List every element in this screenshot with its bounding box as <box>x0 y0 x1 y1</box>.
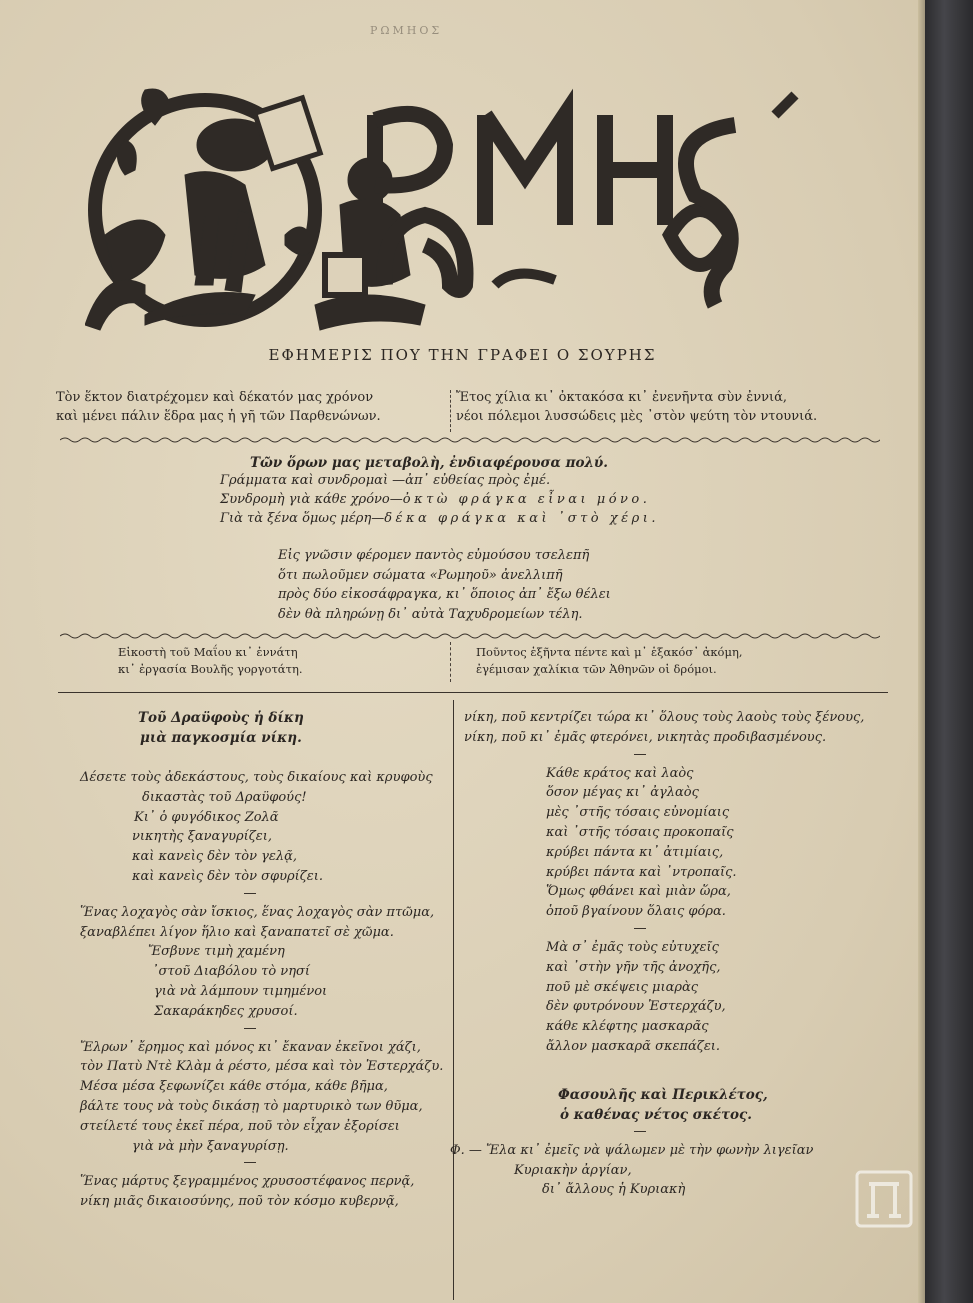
verse-line: Κι᾽ ὁ φυγόδικος Ζολᾶ <box>134 809 279 825</box>
verse-line: νικητὴς ξαναγυρίζει, <box>132 829 272 845</box>
column-rule <box>453 700 454 1300</box>
verse-line: καὶ μένει πάλιν ἕδρα μας ἡ γῆ τῶν Παρθενώνων. <box>56 409 381 424</box>
masthead <box>85 85 805 335</box>
verse-line: καὶ ᾽στὴν γῆν τῆς ἀνοχῆς, <box>546 959 721 975</box>
right-column <box>450 708 865 1200</box>
subscription-text: Συνδρομὴ γιὰ κάθε χρόνο— <box>220 492 403 507</box>
poem-title: Τοῦ Δραϋφοὺς ἡ δίκη <box>138 710 304 726</box>
dialogue-title: Φασουλῆς καὶ Περικλέτος, <box>558 1086 768 1103</box>
notice <box>278 546 678 624</box>
verse-line: Ἔσβυνε τιμὴ χαμένη <box>148 944 285 960</box>
dialogue-title: ὁ καθένας νέτος σκέτος. <box>560 1106 752 1123</box>
subscription-line <box>220 490 740 509</box>
wavy-rule <box>60 632 880 640</box>
verse-line: βάλτε τους νὰ τοὺς δικάσῃ τὸ μαρτυρικὸ των θῦμα, <box>80 1098 423 1114</box>
top-left-verse <box>56 388 446 426</box>
verse-line: νίκη μιᾶς δικαιοσύνης, ποῦ τὸν κόσμο κυβερνᾷ, <box>80 1194 399 1210</box>
book-spine <box>925 0 973 1303</box>
verse-line: κρύβει πάντα κι᾽ ἀτιμίαις, <box>546 844 724 860</box>
subtitle: ΕΦΗΜΕΡΙΣ ΠΟΥ ΤΗΝ ΓΡΑΦΕΙ Ο ΣΟΥΡΗΣ <box>268 346 657 364</box>
top-right-verse <box>456 388 896 426</box>
verse-line: Σακαράκηδες χρυσοί. <box>154 1003 298 1019</box>
running-head: ΡΩΜΗΟΣ <box>370 24 443 37</box>
verse-line: ὅσον μέγας κι᾽ ἀγλαὸς <box>546 785 699 801</box>
notice-line: δὲν θὰ πληρώνῃ δι᾽ αὐτὰ Ταχυδρομείων τέλη. <box>278 606 583 622</box>
subscription-line <box>220 509 740 528</box>
dialogue-line: Φ. — Ἔλα κι᾽ ἐμεῖς νὰ ψάλωμεν μὲ τὴν φωνὴν λιγεῖαν <box>450 1142 814 1158</box>
verse-line: γιὰ νὰ μὴν ξαναγυρίσῃ. <box>132 1138 289 1154</box>
subscription-terms <box>220 455 740 528</box>
verse-line: Ἕνας λοχαγὸς σὰν ἴσκιος, ἕνας λοχαγὸς σὰν πτῶμα, <box>80 904 435 920</box>
verse-line: δὲν φυτρόνουν Ἐστερχάζυ, <box>546 999 726 1015</box>
verse-line: Εἰκοστὴ τοῦ Μαΐου κι᾽ ἐννάτη <box>118 645 298 659</box>
verse-line: Ποῦντος ἑξῆντα πέντε καὶ μ᾽ ἑξακόσ᾽ ἀκόμη, <box>476 645 743 659</box>
dialogue-line: Κυριακὴν ἀργίαν, <box>514 1162 632 1178</box>
masthead-illustration <box>85 85 805 335</box>
library-stamp-logo <box>855 1170 913 1228</box>
verse-line: Δέσετε τοὺς ἀδεκάστους, τοὺς δικαίους καὶ κρυφοὺς <box>80 770 433 785</box>
subscription-price: ὀκτὼ φράγκα εἶναι μόνο. <box>402 492 651 507</box>
verse-line: Μέσα μέσα ξεφωνίζει κάθε στόμα, κάθε βῆμα, <box>80 1079 388 1095</box>
verse-line: Κάθε κράτος καὶ λαὸς <box>546 765 694 781</box>
subscription-head: Τῶν ὅρων μας μεταβολὴ, ἐνδιαφέρουσα πολύ. <box>250 455 609 471</box>
verse-line: Ὅμως φθάνει καὶ μιὰν ὥρα, <box>546 884 731 900</box>
verse-line: ξαναβλέπει λίγον ἥλιο καὶ ξαναπατεῖ σὲ χῶμα. <box>80 924 394 940</box>
verse-line: στείλετέ τους ἐκεῖ πέρα, ποῦ τὸν εἶχαν ἐξορίσει <box>80 1118 400 1134</box>
notice-line: ὅτι πωλοῦμεν σώματα «Ρωμηοῦ» ἀνελλιπῆ <box>278 567 563 583</box>
notice-line: πρὸς δύο εἰκοσάφραγκα, κι᾽ ὅποιος ἀπ᾽ ἔξω θέλει <box>278 587 611 602</box>
verse-line: Ἔτος χίλια κι᾽ ὀκτακόσα κι᾽ ἐνενῆντα σὺν ἐννιά, <box>456 390 788 405</box>
verse-line: κάθε κλέφτης μασκαρᾶς <box>546 1019 709 1035</box>
dialogue-line: δι᾽ ἄλλους ἡ Κυριακὴ <box>542 1182 686 1198</box>
verse-line: κρύβει πάντα καὶ ᾽ντροπαῖς. <box>546 864 737 880</box>
verse-line: καὶ ᾽στῆς τόσαις προκοπαῖς <box>546 824 734 840</box>
divider-dashed <box>450 390 451 432</box>
verse-line: ποῦ μὲ σκέψεις μιαρὰς <box>546 979 699 995</box>
subscription-price: δέκα φράγκα καὶ ᾽στὸ χέρι. <box>384 511 659 526</box>
verse-line: Ἕνας μάρτυς ξεγραμμένος χρυσοστέφανος περνᾷ, <box>80 1174 415 1190</box>
verse-line: νέοι πόλεμοι λυσσώδεις μὲς ᾽στὸν ψεύτη τὸν ντουνιά. <box>456 409 818 424</box>
stanza-dash <box>634 1131 646 1132</box>
stanza-dash <box>244 1162 256 1163</box>
subscription-line: Γράμματα καὶ συνδρομαὶ —ἀπ᾽ εὐθείας πρὸς ἐμέ. <box>220 473 551 488</box>
verse-line: τὸν Πατὺ Ντὲ Κλὰμ ἀ ρέστο, μέσα καὶ τὸν Ἐστερχάζυ. <box>80 1059 444 1075</box>
verse-line: ἄλλον μασκαρᾶ σκεπάζει. <box>546 1038 721 1054</box>
verse-line: καὶ κανεὶς δὲν τὸν σφυρίζει. <box>132 868 323 884</box>
stanza-dash <box>634 754 646 755</box>
verse-line: ᾽στοῦ Διαβόλου τὸ νησί <box>152 964 310 980</box>
verse-line: Ἔλρων᾽ ἔρημος καὶ μόνος κι᾽ ἔκαναν ἐκεῖνοι χάζι, <box>80 1039 421 1055</box>
wavy-rule <box>60 436 880 444</box>
verse-line: δικαστὰς τοῦ Δραϋφούς! <box>142 789 307 805</box>
notice-line: Εἰς γνῶσιν φέρομεν παντὸς εὐμούσου τσελεπῆ <box>278 548 590 563</box>
verse-line: μὲς ᾽στῆς τόσαις εὐνομίαις <box>546 805 730 821</box>
stanza-dash <box>244 893 256 894</box>
verse-line: νίκη, ποῦ κεντρίζει τώρα κι᾽ ὅλους τοὺς λαοὺς τοὺς ξένους, <box>464 710 865 725</box>
verse-line: κι᾽ ἐργασία Βουλῆς γοργοτάτη. <box>118 662 303 676</box>
verse-line: καὶ κανεὶς δὲν τὸν γελᾷ, <box>132 849 298 865</box>
verse-line: νίκη, ποῦ κι᾽ ἐμᾶς φτερόνει, νικητὰς προδιβασμένους. <box>464 729 827 745</box>
stanza-dash <box>244 1028 256 1029</box>
verse-line: Μὰ σ᾽ ἐμᾶς τοὺς εὐτυχεῖς <box>546 939 719 955</box>
verse-line: Τὸν ἕκτον διατρέχομεν καὶ δέκατόν μας χρόνον <box>56 390 374 405</box>
subscription-text: Γιὰ τὰ ξένα ὅμως μέρη— <box>220 511 385 526</box>
mid-left-verse <box>118 644 448 678</box>
verse-line: ὁποῦ βγαίνουν ὅλαις φόρα. <box>546 904 726 920</box>
divider-dashed <box>450 642 451 682</box>
mid-right-verse <box>476 644 856 678</box>
verse-line: γιὰ νὰ λάμπουν τιμημένοι <box>154 983 328 999</box>
verse-line: ἐγέμισαν χαλίκια τῶν Ἀθηνῶν οἱ δρόμοι. <box>476 662 717 676</box>
poem-title: μιὰ παγκοσμία νίκη. <box>140 730 302 746</box>
horizontal-rule <box>58 692 888 693</box>
left-column <box>80 708 444 1212</box>
stanza-dash <box>634 928 646 929</box>
top-verses <box>56 388 886 430</box>
